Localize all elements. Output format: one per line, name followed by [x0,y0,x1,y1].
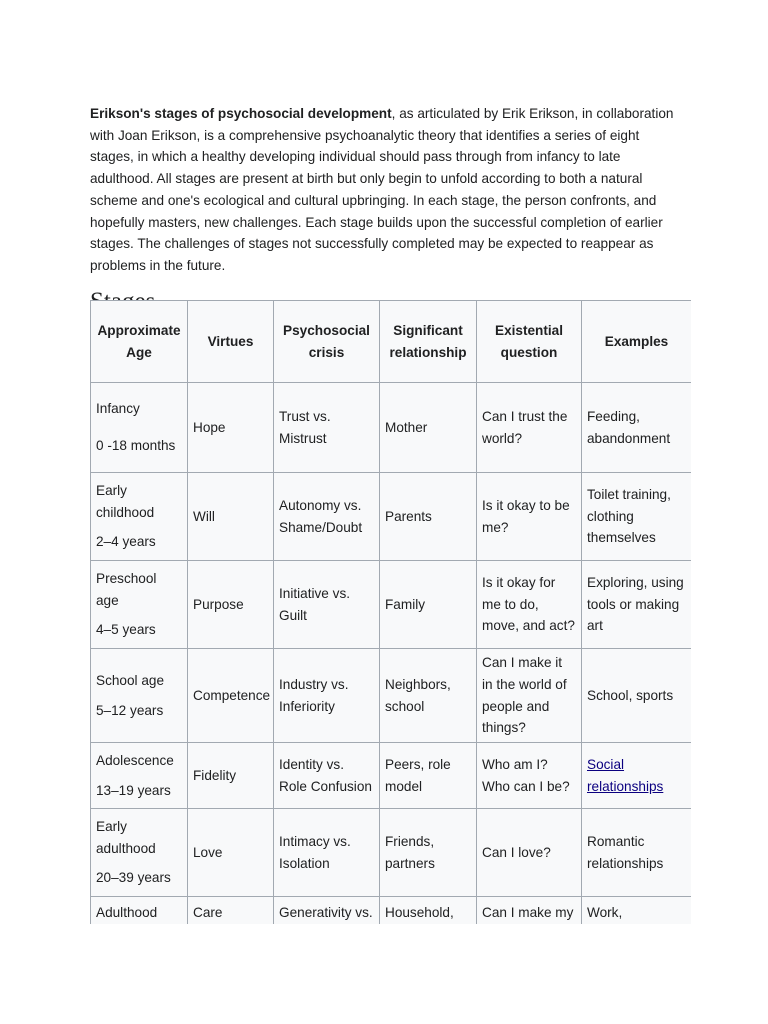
cell-virtue: Purpose [188,561,274,649]
cell-relationship: Household, [380,897,477,925]
cell-question: Can I make it in the world of people and things? [477,649,582,743]
cell-virtue: Will [188,473,274,561]
header-virtues: Virtues [188,301,274,383]
stage-name: Early childhood [96,482,155,520]
cell-virtue: Care [188,897,274,925]
table-row [91,743,692,809]
cell-age [91,383,188,473]
table-row [91,383,692,473]
cell-examples: School, sports [582,649,692,743]
cell-examples: Exploring, using tools or making art [582,561,692,649]
cell-age [91,809,188,897]
stage-age: 20–39 years [96,870,171,886]
cell-question: Is it okay to be me? [477,473,582,561]
header-crisis: Psychosocial crisis [274,301,380,383]
cell-crisis: Intimacy vs. Isolation [274,809,380,897]
cell-examples [582,743,692,809]
stage-name: Preschool age [96,570,157,608]
article-body [90,103,680,320]
table-row [91,897,692,925]
stage-name: Adulthood [96,905,158,920]
cell-age [91,743,188,809]
cell-question: Who am I? Who can I be? [477,743,582,809]
cell-examples: Work, [582,897,692,925]
header-examples: Examples [582,301,692,383]
table-header-row [91,301,692,383]
cell-relationship: Parents [380,473,477,561]
intro-paragraph [90,103,680,277]
cell-examples: Romantic relationships [582,809,692,897]
cell-virtue: Hope [188,383,274,473]
cell-question: Can I make my [477,897,582,925]
intro-text: , as articulated by Erik Erikson, in collaboration with Joan Erikson, is a comprehensive psychoanalytic theory that identifies a series of eight stages, in which a healthy developing individual should pass through from infancy to late adulthood. All stages are present at birth but only begin to unfold according to both a natural scheme and one's ecological and cultural upbringing. In each stage, the person confronts, and hopefully masters, new challenges. Each stage builds upon the successful completion of earlier stages. The challenges of stages not successfully completed may be expected to reappear as problems in the future. [90,106,674,273]
cell-age [91,561,188,649]
social-relationships-link[interactable]: Social relationships [587,756,664,794]
stage-name: Adolescence [96,752,174,768]
stages-table [90,300,691,924]
cell-relationship: Neighbors, school [380,649,477,743]
stages-table-wrapper [90,300,691,924]
table-row [91,473,692,561]
cell-age [91,473,188,561]
table-row [91,561,692,649]
cell-question: Can I love? [477,809,582,897]
cell-examples: Feeding, abandonment [582,383,692,473]
stage-name: School age [96,672,165,688]
stage-age: 13–19 years [96,782,171,798]
cell-virtue: Love [188,809,274,897]
cell-crisis: Generativity vs. [274,897,380,925]
cell-crisis: Trust vs. Mistrust [274,383,380,473]
cell-question: Can I trust the world? [477,383,582,473]
table-row [91,809,692,897]
cell-relationship: Friends, partners [380,809,477,897]
cell-age [91,649,188,743]
cell-relationship: Peers, role model [380,743,477,809]
cell-crisis: Industry vs. Inferiority [274,649,380,743]
header-relationship: Significant relationship [380,301,477,383]
stage-age: 2–4 years [96,534,156,550]
cell-crisis: Initiative vs. Guilt [274,561,380,649]
header-age: Approximate Age [91,301,188,383]
cell-examples: Toilet training, clothing themselves [582,473,692,561]
stage-age: 4–5 years [96,622,156,638]
stage-name: Early adulthood [96,818,156,856]
cell-age [91,897,188,925]
cell-crisis: Autonomy vs. Shame/Doubt [274,473,380,561]
cell-question: Is it okay for me to do, move, and act? [477,561,582,649]
stage-age: 5–12 years [96,702,164,718]
stage-age: 0 -18 months [96,438,176,453]
cell-virtue: Fidelity [188,743,274,809]
stage-name: Infancy [96,401,140,417]
table-row [91,649,692,743]
header-question: Existential question [477,301,582,383]
cell-relationship: Mother [380,383,477,473]
cell-relationship: Family [380,561,477,649]
cell-crisis: Identity vs. Role Confusion [274,743,380,809]
cell-virtue: Competence [188,649,274,743]
intro-bold-term: Erikson's stages of psychosocial development [90,106,392,121]
